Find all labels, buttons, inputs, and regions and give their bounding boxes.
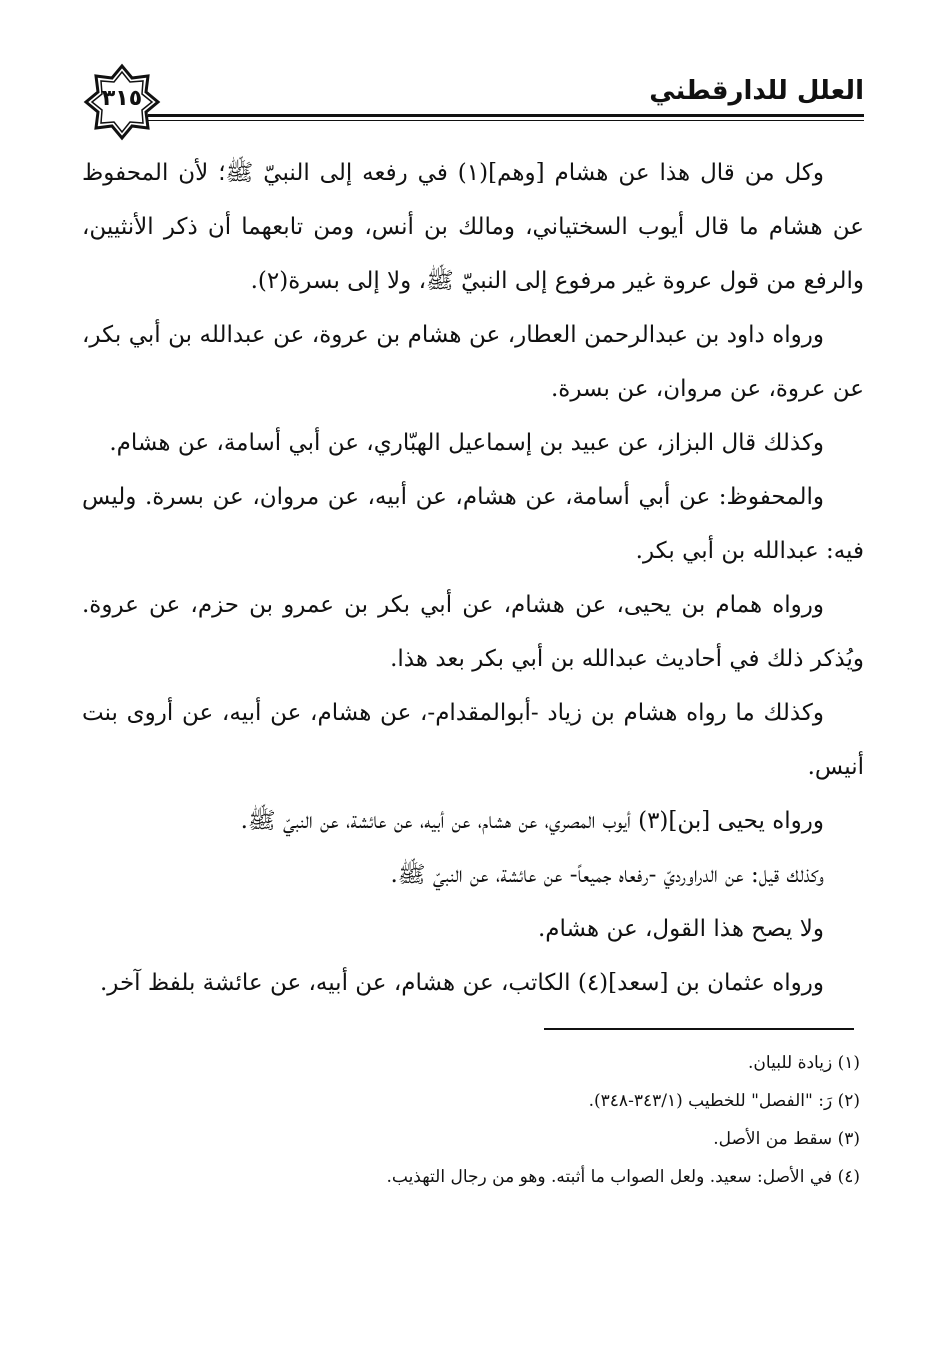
page-header: [82, 62, 864, 142]
footnote: (١) زيادة للبيان.: [748, 1053, 860, 1073]
running-title: العلل للدارقطني: [649, 76, 864, 106]
page-number-badge: [82, 62, 162, 142]
footnote: (٢) رَ: "الفصل" للخطيب (٣٤٣/١-٣٤٨).: [588, 1091, 860, 1111]
paragraph: والمحفوظ: عن أبي أسامة، عن هشام، عن أبيه، عن مروان، عن بسرة. وليس فيه: عبدالله بن أبي بكر.: [82, 484, 864, 564]
paragraph: ورواه همام بن يحيى، عن هشام، عن أبي بكر بن عمرو بن حزم، عن عروة. ويُذكر ذلك في أحاديث عبدالله بن أبي بكر بعد هذا.: [82, 592, 864, 672]
paragraph: ورواه يحيى [بن](٣) أيوب المصري، عن هشام، عن أبيه، عن عائشة، عن النبيّ ﷺ.: [240, 808, 824, 834]
footnote: (٤) في الأصل: سعيد. ولعل الصواب ما أثبته. وهو من رجال التهذيب.: [386, 1167, 860, 1187]
paragraph: ورواه عثمان بن [سعد](٤) الكاتب، عن هشام، عن أبيه، عن عائشة بلفظ آخر.: [99, 970, 824, 996]
paragraph: وكذلك قال البزاز، عن عبيد بن إسماعيل الهبّاري، عن أبي أسامة، عن هشام.: [109, 430, 824, 456]
paragraph: وكل من قال هذا عن هشام [وهم](١) في رفعه إلى النبيّ ﷺ؛ لأن المحفوظ عن هشام ما قال أيوب السختياني، ومالك بن أنس، ومن تابعهما أن ذكر الأنثيين، والرفع من قول عروة غير مرفوع إلى النبيّ ﷺ، ولا إلى بسرة(٢).: [82, 160, 864, 294]
footnote: (٣) سقط من الأصل.: [713, 1129, 860, 1149]
header-rule-thin: [148, 120, 864, 121]
footnote-separator: [544, 1028, 854, 1030]
paragraph: وكذلك ما رواه هشام بن زياد -أبوالمقدام-، عن هشام، عن أبيه، عن أروى بنت أنيس.: [82, 700, 864, 780]
main-text: [82, 146, 864, 1010]
footnotes: [340, 1044, 860, 1196]
page-number: ٣١٥: [101, 86, 143, 111]
paragraph: وكذلك قيل: عن الدراورديّ -رفعاه جميعاً- عن عائشة، عن النبيّ ﷺ.: [390, 862, 824, 888]
paragraph: ورواه داود بن عبدالرحمن العطار، عن هشام بن عروة، عن عبدالله بن أبي بكر، عن عروة، عن مروان، عن بسرة.: [82, 322, 864, 402]
paragraph: ولا يصح هذا القول، عن هشام.: [537, 916, 824, 942]
header-rule-thick: [148, 114, 864, 117]
